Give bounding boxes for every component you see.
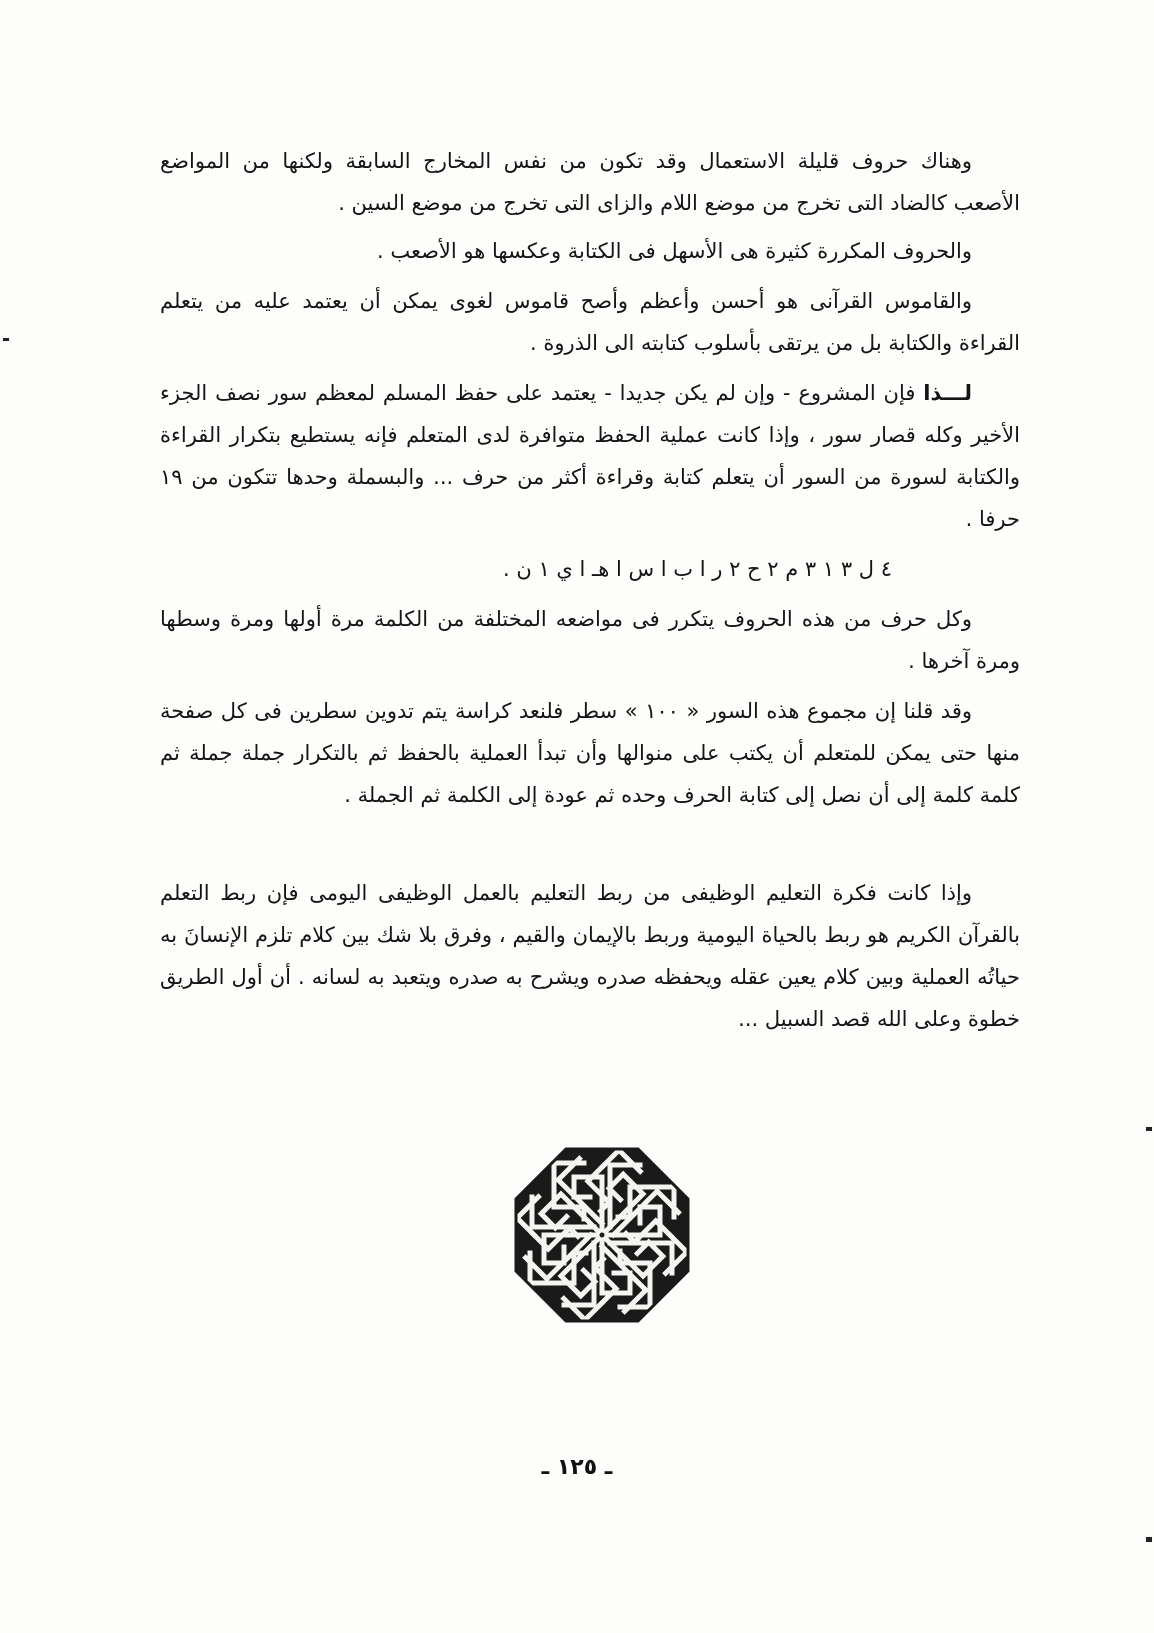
paragraph-project xyxy=(160,372,1020,540)
scan-mark-right-upper xyxy=(1146,1127,1152,1131)
paragraph-letter-positions: وكل حرف من هذه الحروف يتكرر فى مواضعه المختلفة من الكلمة مرة أولها ومرة وسطها ومرة آخرها . xyxy=(160,607,1020,673)
octagonal-ornament-icon xyxy=(514,1147,690,1323)
paragraph-functional-learning: وإذا كانت فكرة التعليم الوظيفى من ربط التعليم بالعمل الوظيفى اليومى فإن ربط التعلم بالقرآن الكريم هو ربط بالحياة اليومية وربط بالإيمان والقيم ، وفرق بلا شك بين كلام تلزم الإنسانَ به حياتُه العملية وبين كلام يعين عقله ويحفظه صدره ويشرح به صدره ويتعبد به لسانه . أن أول الطريق خطوة وعلى الله قصد السبيل ... xyxy=(160,881,1020,1031)
paragraph-rare-letters: وهناك حروف قليلة الاستعمال وقد تكون من نفس المخارج السابقة ولكنها من المواضع الأصعب كالضاد التى تخرج من موضع اللام والزاى التى تخرج من موضع السين . xyxy=(160,149,1020,215)
body-text-bottom xyxy=(160,872,1020,1040)
paragraph-repeated-letters: والحروف المكررة كثيرة هى الأسهل فى الكتابة وعكسها هو الأصعب . xyxy=(377,239,972,263)
scan-mark-left xyxy=(3,338,9,341)
paragraph-quranic-dictionary: والقاموس القرآنى هو أحسن وأعظم وأصح قاموس لغوى يمكن أن يعتمد عليه من يتعلم القراءة والكتابة بل من يرتقى بأسلوب كتابته الى الذروة . xyxy=(160,289,1020,355)
lead-word: لـــذا xyxy=(923,381,972,405)
letters-count-line: ٤ ل ٣ ١ ٣ م ٢ ح ٢ ر ا ب ا س ا هـ ا ي ١ ن . xyxy=(503,557,892,581)
paragraph-project-body: فإن المشروع - وإن لم يكن جديدا - يعتمد على حفظ المسلم لمعظم سور نصف الجزء الأخير وكله قصار سور ، وإذا كانت عملية الحفظ متوافرة لدى المتعلم فإنه يستطيع بتكرار القراءة والكتابة لسورة من السور أن يتعلم كتابة وقراءة أكثر من حرف ... والبسملة وحدها تتكون من ١٩ حرفا . xyxy=(160,381,1020,531)
scan-mark-right-lower xyxy=(1146,1537,1152,1542)
page-number: ـ ١٢٥ ـ xyxy=(541,1455,613,1480)
body-text-top xyxy=(160,140,1020,816)
paragraph-notebook: وقد قلنا إن مجموع هذه السور « ١٠٠ » سطر فلنعد كراسة يتم تدوين سطرين فى كل صفحة منها حتى يمكن للمتعلم أن يكتب على منوالها وأن تبدأ العملية بالحفظ ثم بالتكرار جملة جملة ثم كلمة كلمة إلى أن نصل إلى كتابة الحرف وحده ثم عودة إلى الكلمة ثم الجملة . xyxy=(160,699,1020,807)
